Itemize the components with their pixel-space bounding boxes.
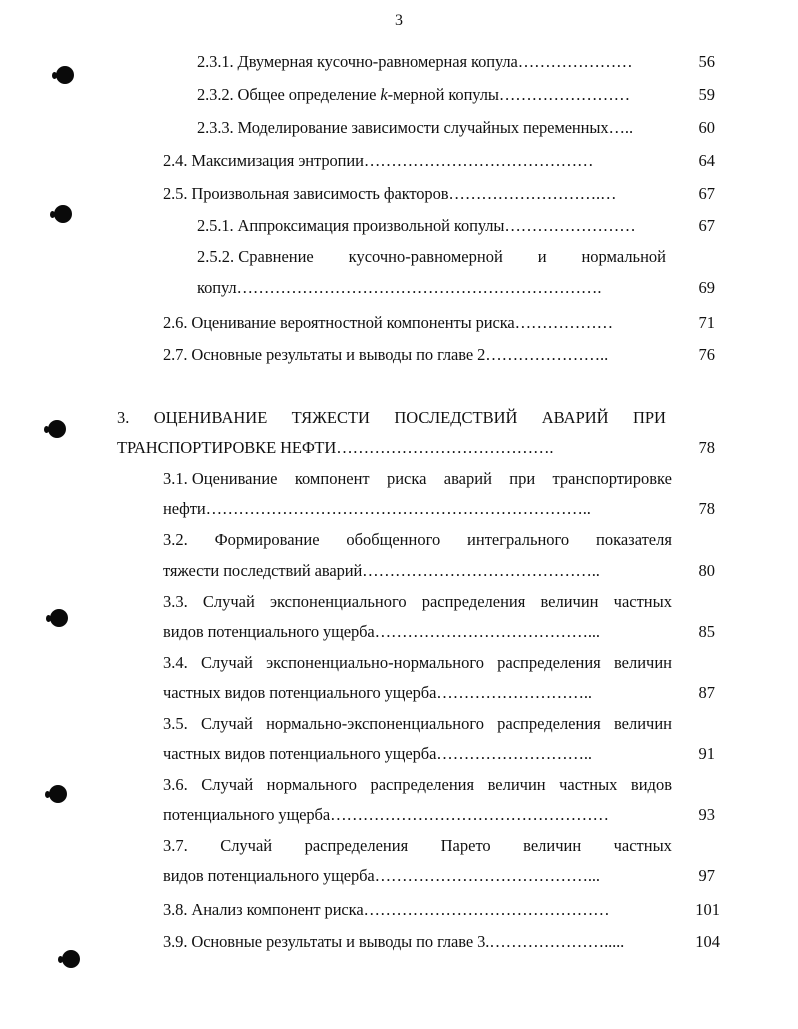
- toc-entry-3-5-line2[interactable]: [163, 742, 720, 766]
- toc-word: распределения: [304, 836, 409, 855]
- toc-entry-page: 101: [695, 900, 720, 919]
- toc-entry-title: частных видов потенциального ущерба………………………..: [163, 683, 592, 702]
- toc-entry-page: 64: [698, 151, 715, 170]
- toc-entry-page: 91: [698, 744, 715, 763]
- toc-entry-2-5[interactable]: [163, 182, 720, 206]
- toc-entry-3-3-line1[interactable]: [163, 590, 672, 614]
- toc-entry-2-3-1[interactable]: [197, 50, 720, 74]
- toc-word: видов: [630, 775, 672, 794]
- toc-entry-title: 3.9. Основные результаты и выводы по главе 3.………………….....: [163, 932, 625, 951]
- toc-chapter-3-line2[interactable]: [117, 436, 720, 460]
- toc-entry-3-6-line2[interactable]: [163, 803, 720, 827]
- toc-entry-title: потенциального ущерба……………………………………………: [163, 805, 609, 824]
- toc-word: и: [537, 247, 547, 266]
- toc-word: 2.5.2. Сравнение: [197, 247, 314, 266]
- toc-entry-page: 78: [698, 438, 715, 457]
- toc-entry-page: 59: [698, 85, 715, 104]
- toc-word: АВАРИЙ: [541, 408, 609, 427]
- toc-word: 3.1. Оценивание: [163, 469, 278, 488]
- toc-word: Случай: [200, 653, 253, 672]
- toc-word: 3.4.: [163, 653, 188, 672]
- toc-entry-3-5-line1[interactable]: [163, 712, 672, 736]
- toc-word: показателя: [596, 530, 672, 549]
- toc-entry-2-7[interactable]: [163, 343, 720, 367]
- toc-entry-title: 3.8. Анализ компонент риска………………………………………: [163, 900, 610, 919]
- toc-entry-title-k: k: [380, 85, 388, 104]
- toc-word: обобщенного: [346, 530, 441, 549]
- toc-word: Случай: [220, 836, 273, 855]
- toc-entry-3-2-line2[interactable]: [163, 559, 720, 583]
- toc-entry-2-6[interactable]: [163, 311, 720, 335]
- toc-entry-title: частных видов потенциального ущерба………………………..: [163, 744, 592, 763]
- toc-entry-page: 85: [698, 622, 715, 641]
- toc-entry-title: [197, 83, 630, 107]
- toc-word: ПОСЛЕДСТВИЙ: [394, 408, 518, 427]
- toc-entry-page: 76: [698, 345, 715, 364]
- toc-word: величин: [613, 653, 672, 672]
- toc-entry-page: 69: [698, 278, 715, 297]
- toc-entry-title: 2.7. Основные результаты и выводы по главе 2…………………..: [163, 345, 609, 364]
- toc-entry-2-5-2-line1[interactable]: [197, 245, 666, 269]
- toc-entry-title: видов потенциального ущерба…………………………………...: [163, 866, 600, 885]
- toc-word: нормально-экспоненциального: [266, 714, 484, 733]
- toc-word: величин: [540, 592, 599, 611]
- toc-word: ТЯЖЕСТИ: [291, 408, 370, 427]
- toc-word: ОЦЕНИВАНИЕ: [153, 408, 268, 427]
- toc-entry-3-3-line2[interactable]: [163, 620, 720, 644]
- toc-entry-2-5-2-line2[interactable]: [197, 276, 720, 300]
- toc-entry-page: 104: [695, 932, 720, 951]
- toc-entry-title: 2.5. Произвольная зависимость факторов……………………….…: [163, 184, 617, 203]
- toc-word: 3.2.: [163, 530, 188, 549]
- page-number: 3: [395, 12, 403, 29]
- toc-word: распределения: [370, 775, 475, 794]
- toc-word: экспоненциального: [269, 592, 407, 611]
- toc-entry-3-4-line1[interactable]: [163, 651, 672, 675]
- toc-word: 3.6.: [163, 775, 188, 794]
- toc-word: Случай: [200, 714, 253, 733]
- toc-entry-3-1-line2[interactable]: [163, 497, 720, 521]
- toc-word: аварий: [443, 469, 492, 488]
- toc-entry-3-9[interactable]: [163, 930, 725, 954]
- toc-word: ПРИ: [632, 408, 666, 427]
- toc-word: величин: [487, 775, 546, 794]
- toc-entry-title: 2.5.1. Аппроксимация произвольной копулы……………………: [197, 216, 636, 235]
- toc-word: нормальной: [581, 247, 666, 266]
- toc-entry-page: 87: [698, 683, 715, 702]
- toc-entry-page: 93: [698, 805, 715, 824]
- toc-entry-title: 2.4. Максимизация энтропии……………………………………: [163, 151, 594, 170]
- toc-entry-3-7-line1[interactable]: [163, 834, 672, 858]
- toc-entry-title: копул………………………………………………………….: [197, 278, 602, 297]
- toc-entry-page: 80: [698, 561, 715, 580]
- toc-word: Парето: [440, 836, 491, 855]
- toc-word: Случай: [201, 775, 254, 794]
- toc-word: риска: [386, 469, 427, 488]
- toc-entry-2-3-3[interactable]: [197, 116, 720, 140]
- toc-entry-2-5-1[interactable]: [197, 214, 720, 238]
- toc-chapter-3-line1[interactable]: [117, 406, 666, 430]
- toc-entry-page: 67: [698, 184, 715, 203]
- toc-word: Формирование: [214, 530, 320, 549]
- toc-word: Случай: [202, 592, 255, 611]
- toc-word: экспоненциально-нормального: [266, 653, 484, 672]
- toc-word: частных: [613, 592, 672, 611]
- toc-entry-3-4-line2[interactable]: [163, 681, 720, 705]
- toc-word: 3.5.: [163, 714, 188, 733]
- toc-entry-2-3-2[interactable]: [197, 83, 720, 107]
- toc-word: распределения: [497, 653, 601, 672]
- toc-entry-title: видов потенциального ущерба…………………………………...: [163, 622, 600, 641]
- toc-word: 3.7.: [163, 836, 188, 855]
- toc-entry-page: 97: [698, 866, 715, 885]
- toc-entry-title: ТРАНСПОРТИРОВКЕ НЕФТИ………………………………….: [117, 438, 554, 457]
- toc-word: величин: [613, 714, 672, 733]
- toc-entry-title-suffix: -мерной копулы……………………: [387, 85, 631, 104]
- toc-word: интегрального: [467, 530, 570, 549]
- toc-entry-page: 67: [698, 216, 715, 235]
- toc-entry-3-1-line1[interactable]: [163, 467, 672, 491]
- toc-word: транспортировке: [552, 469, 672, 488]
- toc-word: 3.3.: [163, 592, 188, 611]
- toc-word: распределения: [497, 714, 601, 733]
- toc-word: величин: [523, 836, 582, 855]
- toc-entry-title: нефти……………………………………………………………..: [163, 499, 591, 518]
- toc-word: 3.: [117, 408, 130, 427]
- toc-entry-title: 2.3.3. Моделирование зависимости случайных переменных…..: [197, 118, 633, 137]
- toc-entry-3-8[interactable]: [163, 898, 725, 922]
- toc-entry-page: 56: [698, 52, 715, 71]
- toc-entry-2-4[interactable]: [163, 149, 720, 173]
- toc-word: распределения: [421, 592, 526, 611]
- toc-word: нормального: [266, 775, 357, 794]
- toc-entry-title: 2.6. Оценивание вероятностной компоненты риска………………: [163, 313, 614, 332]
- toc-entry-page: 60: [698, 118, 715, 137]
- toc-entry-title: 2.3.1. Двумерная кусочно-равномерная копула…………………: [197, 52, 633, 71]
- toc-word: при: [509, 469, 536, 488]
- toc-entry-3-2-line1[interactable]: [163, 528, 672, 552]
- toc-word: частных: [613, 836, 672, 855]
- toc-word: частных: [559, 775, 618, 794]
- toc-word: кусочно-равномерной: [348, 247, 503, 266]
- toc-entry-title-prefix: 2.3.2. Общее определение: [197, 85, 381, 104]
- toc-entry-title: тяжести последствий аварий……………………………………..: [163, 561, 600, 580]
- toc-entry-page: 78: [698, 499, 715, 518]
- toc-entry-3-7-line2[interactable]: [163, 864, 720, 888]
- toc-entry-page: 71: [698, 313, 715, 332]
- toc-word: компонент: [294, 469, 370, 488]
- toc-entry-3-6-line1[interactable]: [163, 773, 672, 797]
